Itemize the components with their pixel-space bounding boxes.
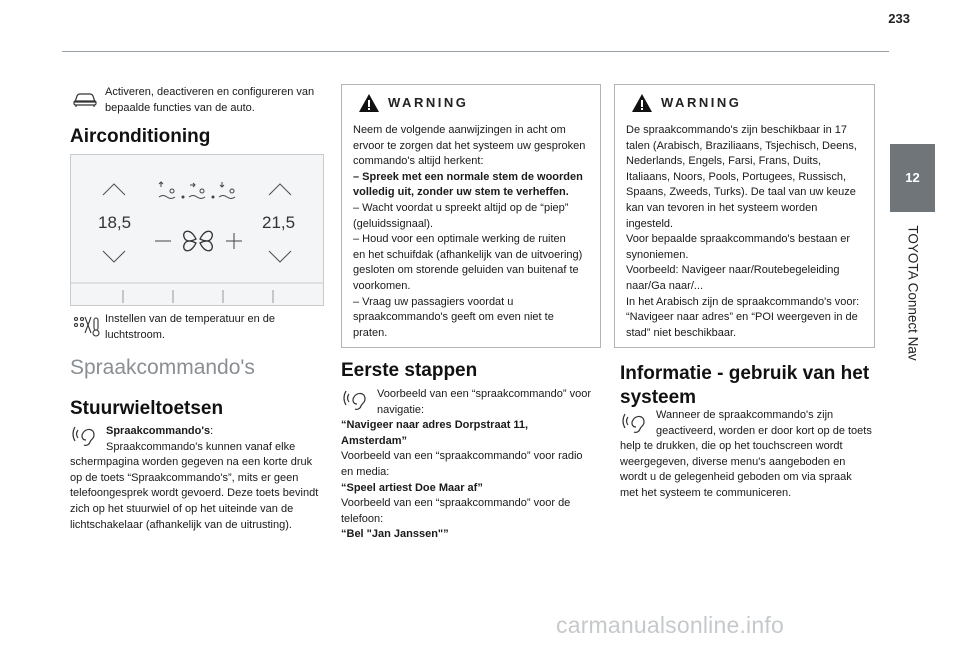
text-line: Voorbeeld van een “spraakcommando” voor radio [341,450,583,463]
text-line: – Vraag uw passagiers voordat u [353,295,514,308]
text-line: Italiaans, Noors, Pools, Portugees, Russisch, [626,170,847,183]
info-text-line: geactiveerd, worden er door kort op de toets [656,424,872,437]
temp-text-line: Instellen van de temperatuur en de [105,313,276,325]
text-line: – Spreek met een normale stem de woorden [353,170,583,183]
steer-text-line: op de toets “Spraakcommando's”, mits er geen [70,471,299,484]
text-line: “Navigeer naar adres” en “POI weergeven in de [626,311,858,324]
text-line: synoniemen. [626,248,689,261]
text-line: volledig uit, zonder uw stem te verheffen. [353,186,569,199]
text-line: ingesteld. [626,217,674,230]
chapter-label-text: TOYOTA Connect Nav [905,225,921,361]
voice-commands-title: Spraakcommando's [70,356,255,379]
text-line: “Speel artiest Doe Maar af” [341,481,483,494]
temp-text-line: luchtstroom. [105,328,165,341]
warning-text [353,123,595,341]
text-line: Voorbeeld van een “spraakcommando” voor de [341,497,571,510]
temp-left-down-icon [103,251,125,262]
warning-triangle-icon [358,93,380,113]
warning-box [341,84,601,348]
text-line: en het schuifdak (afhankelijk van de uitvoering) [353,248,583,261]
text-line: praten. [353,326,388,339]
text-line: en media: [341,465,390,478]
text-line: talen (Arabisch, Braziliaans, Tsjechisch, Deens, [626,139,857,152]
text-line: telefoon: [341,512,384,525]
text-line: commando's altijd herkent: [353,155,484,168]
text-line: Spaans, Zweeds, Turks). De taal van uw keuze [626,186,856,199]
text-line: kan van tevoren in het systeem worden [626,201,818,214]
steer-label-bold: Spraakcommando's [106,425,211,437]
temperature-right: 21,5 [262,213,296,232]
chapter-label [877,218,949,368]
temp-left-up-icon [103,184,125,195]
text-line: naar/Ga naar/... [626,279,704,292]
text-line: (geluidssignaal). [353,217,434,230]
fan-icon [184,231,213,251]
fan-temperature-icon [72,315,102,339]
info-text-line: met het systeem te communiceren. [620,486,792,499]
text-line: Nederlands, Engels, Farsi, Frans, Duits, [626,155,822,168]
text-line: navigatie: [377,403,425,416]
text-line: – Houd voor een optimale werking de ruiten [353,233,566,246]
header-divider [62,51,889,52]
info-heading-line: systeem [620,387,697,408]
first-steps-heading: Eerste stappen [341,360,478,381]
chapter-tab[interactable]: 12 [890,144,935,212]
intro-text-line: Activeren, deactiveren en configureren van [105,86,315,98]
info-text-line: weergegeven, diverse menu's aangeboden en [620,455,846,468]
info-text-line: help te drukken, die op het touchscreen wordt [620,440,843,453]
text-line: “Navigeer naar adres Dorpstraat 11, [341,419,529,432]
text-line: spraakcommando's geeft om even niet te [353,311,554,324]
text-line: gesloten om storende geluiden van buitenaf te [353,264,579,277]
text-line: ervoor te zorgen dat het systeem uw gesproken [353,139,586,152]
text-line: Voorbeeld: Navigeer naar/Routebegeleiding [626,264,840,277]
steer-text-line: lichtschakelaar (afhankelijk van de uitrusting). [70,518,292,531]
steer-label-colon: : [210,425,214,437]
intro-text-line: bepaalde functies van de auto. [105,101,255,114]
temp-right-up-icon [269,184,291,195]
text-line: voorkomen. [353,279,411,292]
text-line: “Bel "Jan Janssen"” [341,528,449,541]
steering-buttons-heading: Stuurwieltoetsen [70,398,224,419]
first-steps-text [341,387,603,543]
warning-label: WARNING [661,95,742,110]
text-line: In het Arabisch zijn de spraakcommando's voor: [626,295,860,308]
text-line: De spraakcommando's zijn beschikbaar in 17 [626,124,847,136]
temperature-left: 18,5 [98,213,132,232]
car-icon [72,90,98,108]
text-line: Voorbeeld van een “spraakcommando” voor [377,388,592,400]
warning-triangle-icon [631,93,653,113]
airconditioning-heading: Airconditioning [70,126,211,147]
text-line: Voor bepaalde spraakcommando's bestaan er [626,233,851,246]
watermark: carmanualsonline.info [556,612,784,638]
text-line: Neem de volgende aanwijzingen in acht om [353,124,566,136]
steer-text-line: telefoongesprek wordt gevoerd. Deze toets bevindt [70,487,319,500]
text-line: Amsterdam” [341,434,408,447]
steer-text-line: schermpagina worden gegeven na een korte druk [70,456,313,469]
page-number: 233 [888,11,910,26]
info-text-line: wordt u de gelegenheid geboden om via spraak [620,471,852,484]
info-heading-line: Informatie - gebruik van het [620,363,870,384]
warning-text [626,123,870,341]
climate-panel-illustration [70,154,324,306]
air-distribution-icon [159,182,235,199]
text-line: stad” niet beschikbaar. [626,326,737,339]
info-heading [620,362,869,410]
steer-text-line: zich op het stuurwiel of op het uiteinde van de [70,502,294,515]
warning-label: WARNING [388,95,469,110]
temp-right-down-icon [269,251,291,262]
info-text-line: Wanneer de spraakcommando's zijn [656,409,834,421]
text-line: – Wacht voordat u spreekt altijd op de “piep” [353,201,569,214]
warning-box [614,84,875,348]
steer-text-line: Spraakcommando's kunnen vanaf elke [106,440,296,453]
